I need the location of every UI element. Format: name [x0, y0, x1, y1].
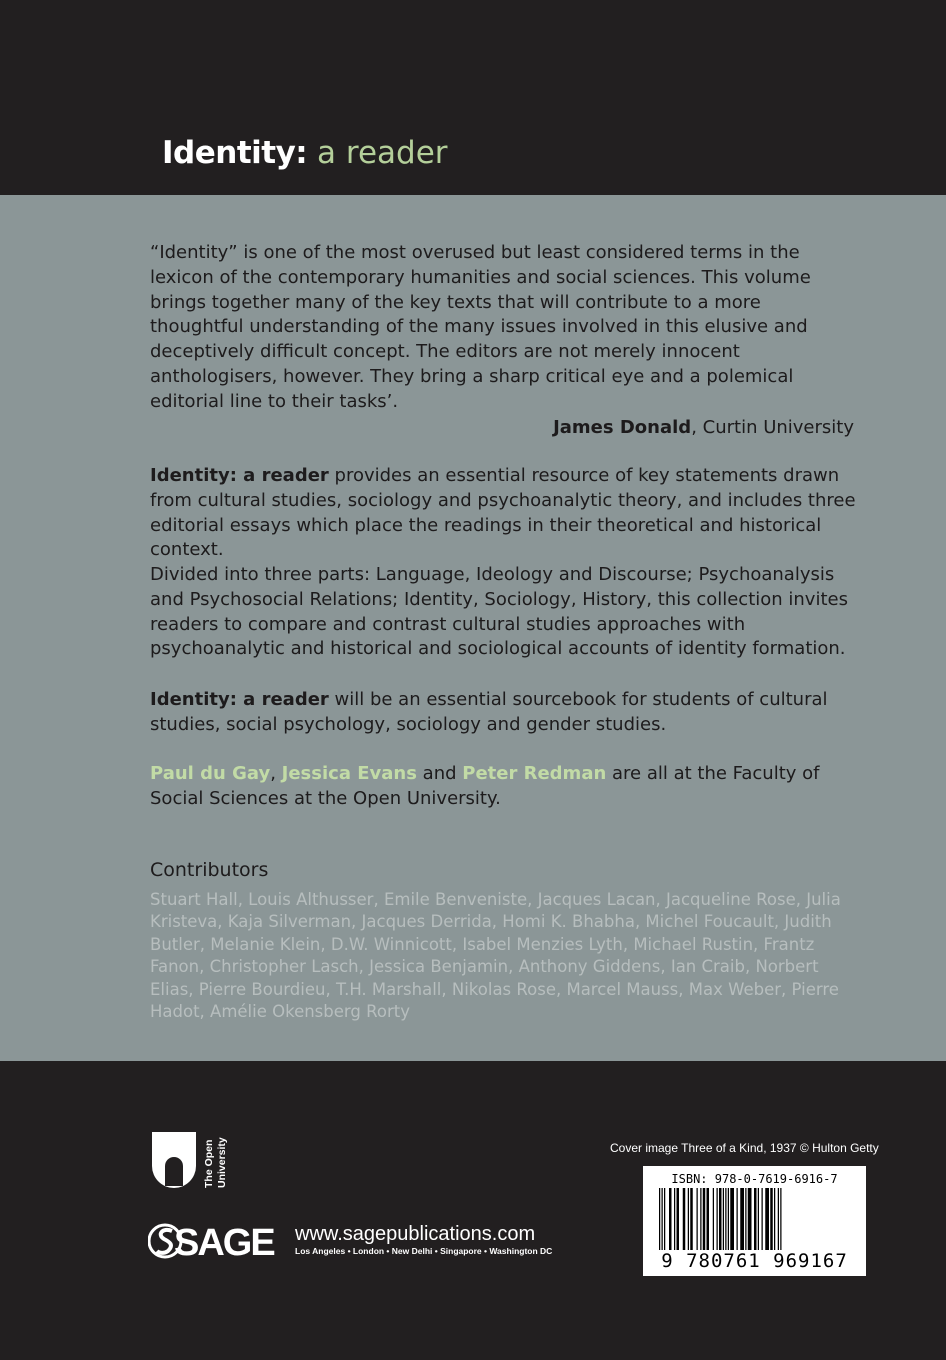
contributors-heading: Contributors: [150, 859, 269, 881]
editors-paragraph: [150, 762, 860, 812]
quote-attribution: [150, 416, 860, 441]
header-band: [0, 0, 946, 195]
barcode-bar: [717, 1188, 718, 1250]
barcode-bar: [659, 1188, 660, 1250]
barcode-bar: [748, 1188, 752, 1250]
barcode-bar: [674, 1188, 675, 1250]
quote-affiliation: , Curtin University: [691, 416, 854, 438]
open-university-logo: [150, 1130, 240, 1196]
barcode-bar: [730, 1188, 734, 1250]
barcode-bar: [713, 1188, 714, 1250]
description-paragraph-3: [150, 688, 860, 738]
editor-name: Paul du Gay: [150, 763, 271, 784]
barcode-bar: [774, 1188, 775, 1250]
separator: and: [416, 763, 463, 784]
paragraph-text: will be an essential sourcebook for students of cultural studies, social psychology, sociology and gender studies.: [150, 689, 828, 735]
editor-name: Peter Redman: [462, 763, 607, 784]
barcode-bar: [728, 1188, 729, 1250]
editors-affiliation: are all at the Faculty of Social Sciences at the Open University.: [150, 763, 820, 809]
publisher-cities: Los Angeles • London • New Delhi • Singapore • Washington DC: [295, 1246, 553, 1256]
barcode-bar: [669, 1188, 672, 1250]
barcode-bar: [780, 1188, 781, 1250]
barcode-bar: [690, 1188, 693, 1250]
barcode-bar: [723, 1188, 724, 1250]
barcode-bar: [683, 1188, 686, 1250]
quote-text: “Identity” is one of the most overused but least considered terms in the lexicon of the contemporary humanities and social sciences. This volume brings together many of the key texts that will contribute to a more thoughtful understanding of the many issues involved in this elusive and deceptively difficult concept. The editors are not merely innocent anthologisers, however. They bring a sharp critical eye and a polemical editorial line to their tasks’.: [150, 242, 811, 412]
title-subtitle: a reader: [317, 135, 448, 171]
barcode-bar: [703, 1188, 706, 1250]
book-title-inline: Identity: a reader: [150, 689, 329, 710]
cover-image-credit: Cover image Three of a Kind, 1937 © Hulton Getty: [610, 1141, 879, 1155]
barcode-bar: [677, 1188, 680, 1250]
quote-author: James Donald: [553, 416, 692, 438]
description-paragraph-1: [150, 464, 860, 563]
barcode-bar: [770, 1188, 773, 1250]
barcode-bar: [725, 1188, 726, 1250]
barcode-bar: [662, 1188, 663, 1250]
endorsement-quote: [150, 241, 860, 440]
isbn-digits: 9 780761 969167: [661, 1250, 848, 1272]
barcode-bar: [762, 1188, 763, 1250]
separator: ,: [270, 763, 282, 784]
barcode-bar: [688, 1188, 689, 1250]
publisher-url: www.sagepublications.com: [295, 1223, 536, 1245]
open-university-shield-icon: [150, 1130, 240, 1192]
isbn-label: ISBN: 978-0-7619-6916-7: [671, 1172, 838, 1186]
barcode-bar: [719, 1188, 722, 1250]
title-bold: Identity:: [162, 135, 308, 171]
isbn-barcode: [643, 1166, 866, 1276]
book-title: [162, 133, 448, 173]
paragraph-text: provides an essential resource of key statements drawn from cultural studies, sociology and psychoanalytic theory, and includes three editorial essays which place the readings in their theoretical and historical context.: [150, 465, 856, 561]
ou-name-line1: The Open: [203, 1139, 215, 1188]
editor-name: Jessica Evans: [281, 763, 417, 784]
sage-wordmark: SAGE: [174, 1222, 274, 1264]
book-title-inline: Identity: a reader: [150, 465, 329, 486]
barcode-bar: [664, 1188, 665, 1250]
barcode-bar: [765, 1188, 769, 1250]
barcode-bar: [778, 1188, 779, 1250]
barcode-bar: [754, 1188, 757, 1250]
barcode-bar: [745, 1188, 746, 1250]
barcode-bar: [740, 1188, 744, 1250]
barcode-bar: [697, 1188, 698, 1250]
barcode-bar: [758, 1188, 759, 1250]
description-paragraph-2: Divided into three parts: Language, Ideology and Discourse; Psychoanalysis and Psychosocial Relations; Identity, Sociology, History, this collection invites readers to compare and contrast cultural studies approaches with psychoanalytic and historical and sociological accounts of identity formation.: [150, 564, 848, 660]
ou-name-line2: University: [216, 1137, 228, 1188]
barcode-bar: [700, 1188, 701, 1250]
barcode-bar: [737, 1188, 738, 1250]
contributors-list: Stuart Hall, Louis Althusser, Emile Benveniste, Jacques Lacan, Jacqueline Rose, Julia Kristeva, Kaja Silverman, Jacques Derrida, Homi K. Bhabha, Michel Foucault, Judith Butler, Melanie Klein, D.W. Winnicott, Isabel Menzies Lyth, Michael Rustin, Frantz Fanon, Christopher Lasch, Jessica Benjamin, Anthony Giddens, Ian Craib, Norbert Elias, Pierre Bourdieu, T.H. Marshall, Nikolas Rose, Marcel Mauss, Max Weber, Pierre Hadot, Amélie Okensberg Rorty: [150, 890, 841, 1022]
barcode-bar: [707, 1188, 710, 1250]
barcode-bars-icon: [653, 1188, 856, 1252]
